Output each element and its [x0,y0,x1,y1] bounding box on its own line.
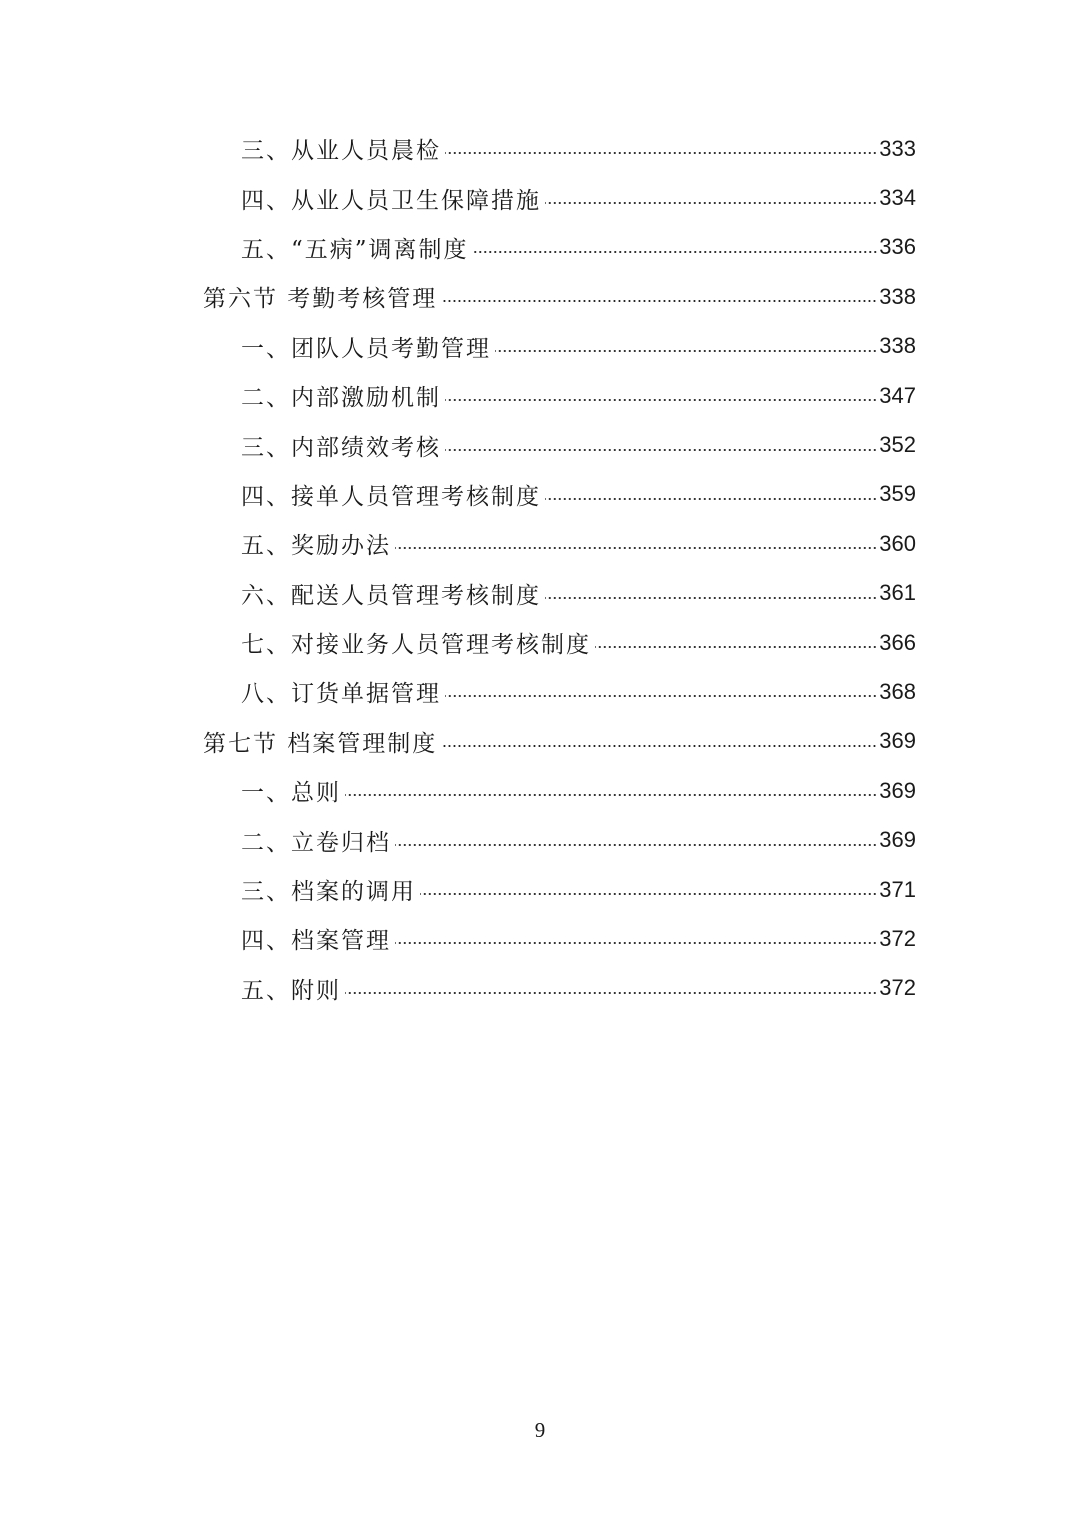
toc-subsection-entry[interactable] [0,964,1080,1013]
toc-dot-leader [420,893,877,895]
toc-subsection-entry[interactable] [0,420,1080,469]
table-of-contents [0,124,1080,1013]
toc-entry-page-number: 352 [879,432,916,458]
toc-subsection-entry[interactable] [0,519,1080,568]
toc-dot-leader [441,745,877,747]
toc-dot-leader [495,350,877,352]
toc-subsection-entry[interactable] [0,173,1080,222]
toc-entry-page-number: 369 [879,728,916,754]
toc-entry-title: 四、接单人员管理考核制度 [241,483,541,510]
toc-subsection-entry[interactable] [0,618,1080,667]
toc-subsection-entry[interactable] [0,322,1080,371]
toc-entry-page-number: 372 [879,975,916,1001]
toc-entry-title: 第七节 档案管理制度 [203,730,438,757]
toc-entry-title: 三、档案的调用 [241,879,416,906]
toc-dot-leader [545,202,877,204]
toc-subsection-entry[interactable] [0,223,1080,272]
toc-dot-leader [345,794,877,796]
toc-entry-page-number: 361 [879,580,916,606]
toc-subsection-entry[interactable] [0,766,1080,815]
toc-subsection-entry[interactable] [0,124,1080,173]
toc-entry-title: 二、内部激励机制 [241,385,441,412]
toc-entry-title: 八、订货单据管理 [241,681,441,708]
toc-entry-page-number: 336 [879,234,916,260]
toc-dot-leader [445,152,877,154]
toc-entry-title: 六、配送人员管理考核制度 [241,582,541,609]
toc-subsection-entry[interactable] [0,865,1080,914]
page-number: 9 [534,1418,546,1442]
toc-entry-title: 五、“五病”调离制度 [241,236,469,263]
toc-entry-page-number: 366 [879,629,916,655]
toc-entry-title: 四、从业人员卫生保障措施 [241,187,541,214]
toc-subsection-entry[interactable] [0,815,1080,864]
toc-subsection-entry[interactable] [0,569,1080,618]
toc-entry-page-number: 333 [879,135,916,161]
toc-dot-leader [545,498,877,500]
toc-dot-leader [595,646,877,648]
toc-dot-leader [441,300,877,302]
toc-entry-page-number: 369 [879,777,916,803]
toc-entry-title: 三、内部绩效考核 [241,434,441,461]
toc-entry-page-number: 360 [879,530,916,556]
toc-section-entry[interactable] [0,272,1080,321]
toc-entry-page-number: 368 [879,678,916,704]
toc-entry-title: 四、档案管理 [241,928,391,955]
toc-section-entry[interactable] [0,717,1080,766]
toc-entry-title: 第六节 考勤考核管理 [203,286,438,313]
toc-entry-page-number: 359 [879,481,916,507]
toc-entry-page-number: 334 [879,185,916,211]
toc-entry-page-number: 372 [879,925,916,951]
toc-entry-title: 五、附则 [241,977,341,1004]
toc-subsection-entry[interactable] [0,470,1080,519]
toc-dot-leader [395,547,877,549]
toc-entry-title: 二、立卷归档 [241,829,391,856]
toc-dot-leader [473,251,878,253]
toc-dot-leader [395,942,877,944]
toc-entry-title: 七、对接业务人员管理考核制度 [241,632,591,659]
toc-entry-title: 五、奖励办法 [241,533,391,560]
toc-entry-page-number: 347 [879,382,916,408]
toc-dot-leader [445,399,877,401]
toc-dot-leader [445,449,877,451]
toc-subsection-entry[interactable] [0,667,1080,716]
toc-dot-leader [345,992,877,994]
toc-entry-title: 一、团队人员考勤管理 [241,335,491,362]
toc-entry-title: 三、从业人员晨检 [241,138,441,165]
toc-subsection-entry[interactable] [0,914,1080,963]
toc-entry-page-number: 338 [879,333,916,359]
toc-entry-page-number: 338 [879,283,916,309]
toc-dot-leader [545,597,877,599]
toc-subsection-entry[interactable] [0,371,1080,420]
toc-dot-leader [395,844,877,846]
toc-dot-leader [445,695,877,697]
toc-entry-title: 一、总则 [241,780,341,807]
toc-entry-page-number: 371 [879,876,916,902]
toc-entry-page-number: 369 [879,827,916,853]
